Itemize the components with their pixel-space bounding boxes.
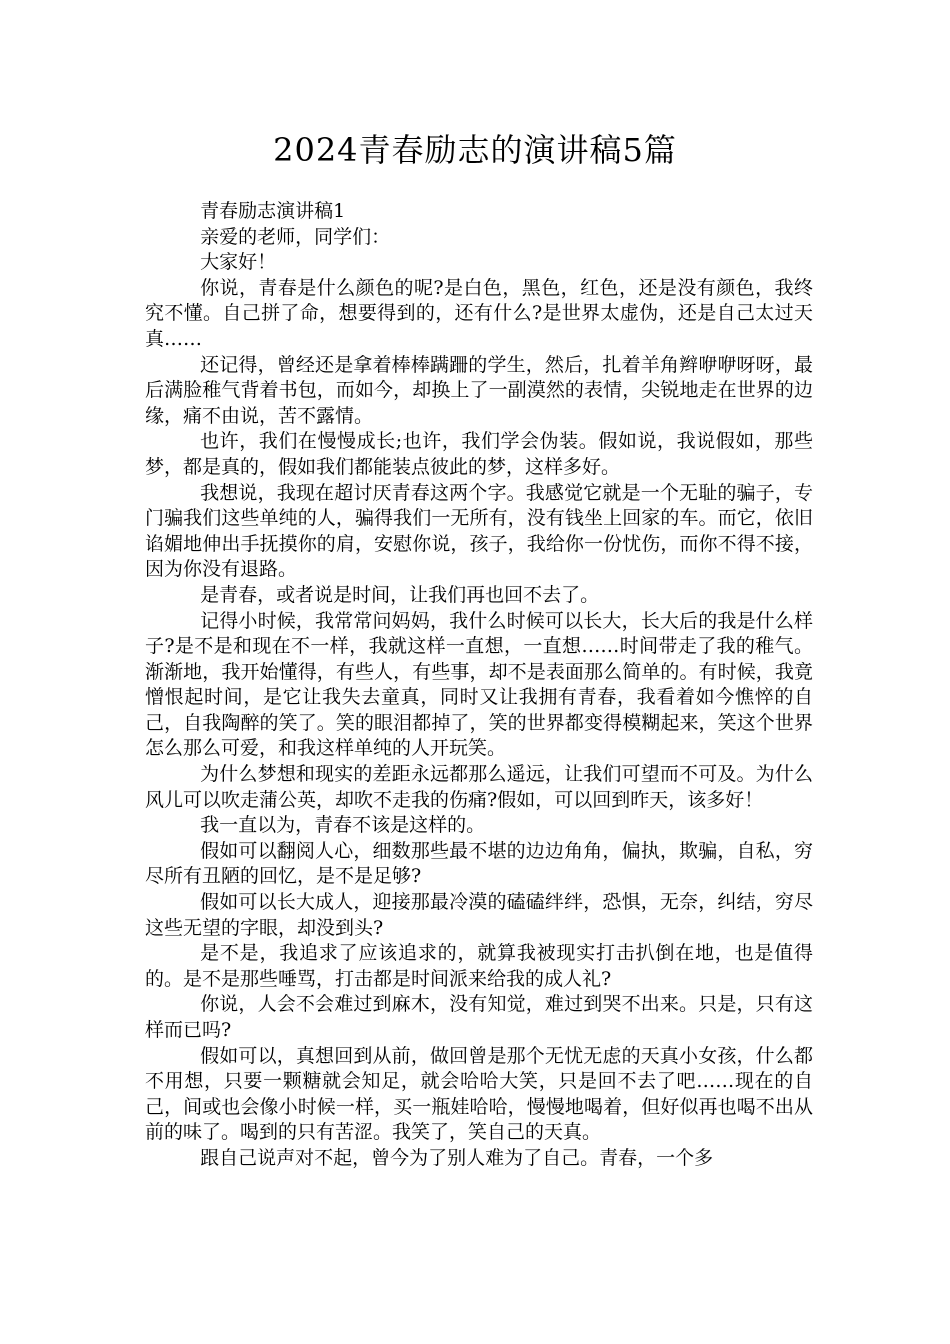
paragraph: 我一直以为，青春不该是这样的。 bbox=[200, 814, 486, 837]
paragraph: 为什么梦想和现实的差距永远都那么遥远，让我们可望而不可及。为什么风儿可以吹走蒲公英，却吹不走我的伤痛?假如，可以回到昨天，该多好！ bbox=[145, 763, 813, 811]
paragraph-heading: 青春励志演讲稿1 bbox=[200, 200, 346, 222]
document-title: 2024青春励志的演讲稿5篇 bbox=[273, 131, 677, 169]
paragraph: 是不是，我追求了应该追求的，就算我被现实打击扒倒在地，也是值得的。是不是那些唾骂，打击都是时间派来给我的成人礼? bbox=[145, 942, 813, 990]
paragraph: 你说，青春是什么颜色的呢?是白色，黑色，红色，还是没有颜色，我终究不懂。自己拼了命，想要得到的，还有什么?是世界太虚伪，还是自己太过天真…… bbox=[145, 276, 813, 350]
paragraph: 跟自己说声对不起，曾今为了别人难为了自己。青春，一个多 bbox=[200, 1146, 714, 1169]
document-body bbox=[145, 199, 813, 1172]
paragraph-greeting: 大家好！ bbox=[200, 251, 277, 274]
paragraph: 我想说，我现在超讨厌青春这两个字。我感觉它就是一个无耻的骗子，专门骗我们这些单纯的人，骗得我们一无所有，没有钱坐上回家的车。而它，依旧谄媚地伸出手抚摸你的肩，安慰你说，孩子，我给你一份忧伤，而你不得不接，因为你没有退路。 bbox=[145, 481, 813, 581]
paragraph: 还记得，曾经还是拿着棒棒蹒跚的学生，然后，扎着羊角辫咿咿呀呀，最后满脸稚气背着书包，而如今，却换上了一副漠然的表情，尖锐地走在世界的边缘，痛不由说，苦不露情。 bbox=[145, 353, 813, 427]
paragraph-salutation: 亲爱的老师，同学们： bbox=[200, 225, 391, 248]
paragraph: 你说，人会不会难过到麻木，没有知觉，难过到哭不出来。只是，只有这样而已吗? bbox=[145, 993, 813, 1041]
paragraph: 也许，我们在慢慢成长;也许，我们学会伪装。假如说，我说假如，那些梦，都是真的，假如我们都能装点彼此的梦，这样多好。 bbox=[145, 430, 813, 478]
paragraph: 记得小时候，我常常问妈妈，我什么时候可以长大，长大后的我是什么样子?是不是和现在不一样，我就这样一直想，一直想……时间带走了我的稚气。渐渐地，我开始懂得，有些人，有些事，却不是表面那么简单的。有时候，我竟憎恨起时间，是它让我失去童真，同时又让我拥有青春，我看着如今憔悴的自己，自我陶醉的笑了。笑的眼泪都掉了，笑的世界都变得模糊起来，笑这个世界怎么那么可爱，和我这样单纯的人开玩笑。 bbox=[145, 609, 813, 760]
paragraph: 假如可以翻阅人心，细数那些最不堪的边边角角，偏执，欺骗，自私，穷尽所有丑陋的回忆，是不是足够? bbox=[145, 839, 813, 888]
paragraph: 假如可以长大成人，迎接那最冷漠的磕磕绊绊，恐惧，无奈，纠结，穷尽这些无望的字眼，却没到头? bbox=[145, 891, 813, 939]
paragraph: 假如可以，真想回到从前，做回曾是那个无忧无虑的天真小女孩，什么都不用想，只要一颗糖就会知足，就会哈哈大笑，只是回不去了吧……现在的自己，间或也会像小时候一样，买一瓶娃哈哈，慢慢地喝着，但好似再也喝不出从前的味了。喝到的只有苦涩。我笑了，笑自己的天真。 bbox=[145, 1044, 813, 1144]
paragraph: 是青春，或者说是时间，让我们再也回不去了。 bbox=[200, 583, 600, 606]
